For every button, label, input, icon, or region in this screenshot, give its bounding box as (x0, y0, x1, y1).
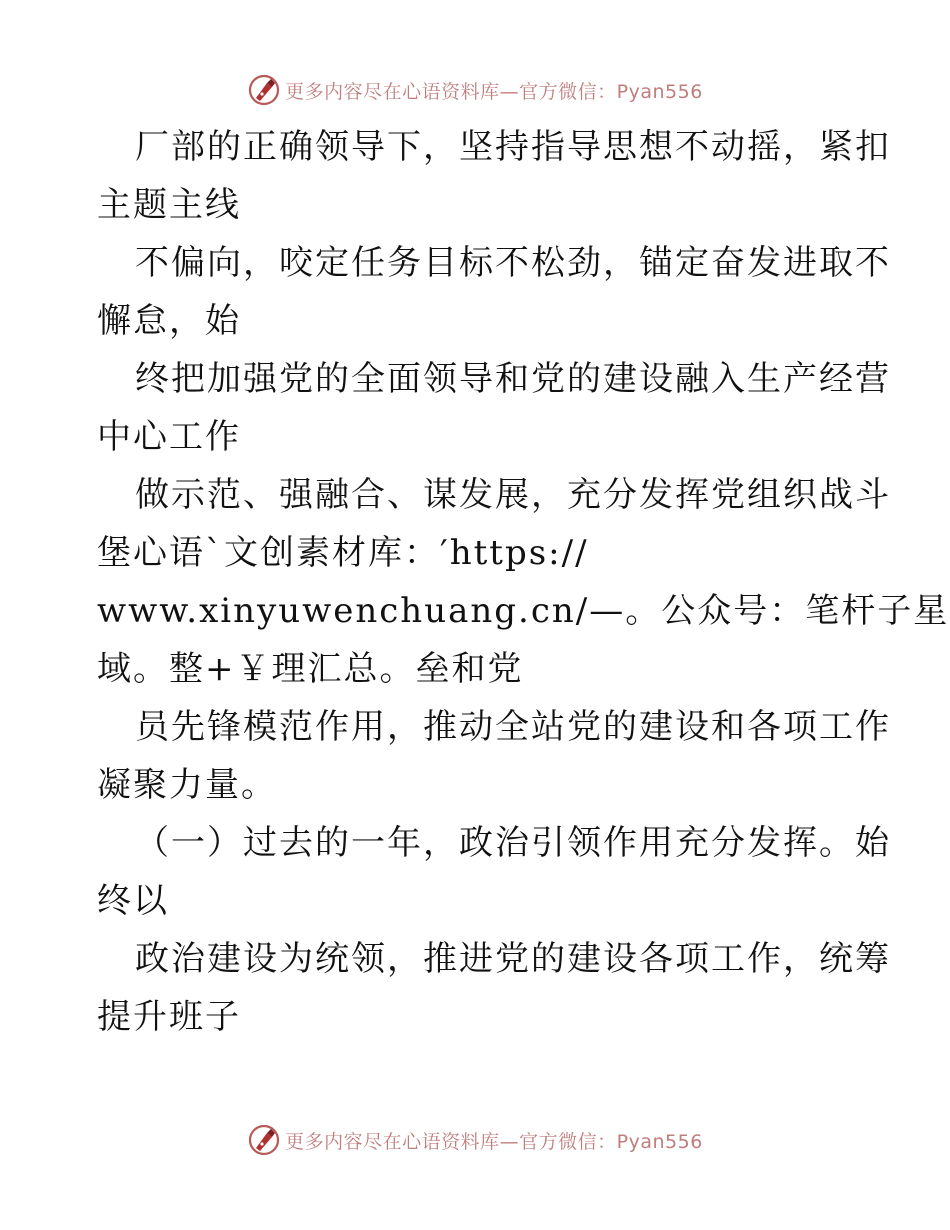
text-line: 中心工作 (97, 417, 241, 457)
body-text (97, 118, 950, 1046)
text-line: 终把加强党的全面领导和党的建设融入生产经营 (135, 359, 891, 399)
text-line: 主题主线 (97, 185, 241, 225)
text-line: 政治建设为统领，推进党的建设各项工作，统筹 (135, 939, 891, 979)
text-line: 域。整+￥理汇总。垒和党 (97, 649, 524, 689)
header-banner (0, 72, 950, 108)
text-line: www.xinyuwenchuang.cn/—。公众号：笔杆子星 (97, 591, 950, 631)
header-banner-text: 更多内容尽在心语资料库—官方微信：Pyan556 (285, 80, 703, 103)
text-line: 厂部的正确领导下，坚持指导思想不动摇，紧扣 (135, 127, 891, 167)
text-line: 终以 (97, 881, 169, 921)
footer-banner-text: 更多内容尽在心语资料库—官方微信：Pyan556 (285, 1130, 703, 1153)
text-line: 不偏向，咬定任务目标不松劲，锚定奋发进取不 (135, 243, 891, 283)
text-line: 做示范、强融合、谋发展，充分发挥党组织战斗 (135, 475, 891, 515)
text-line: 堡心语`文创素材库：′https:// (97, 533, 589, 573)
pen-nib-icon (247, 1123, 281, 1157)
text-line: 员先锋模范作用，推动全站党的建设和各项工作 (135, 707, 891, 747)
text-line: 提升班子 (97, 997, 241, 1037)
footer-banner (0, 1122, 950, 1158)
text-line: 懈怠，始 (97, 301, 241, 341)
text-line: 凝聚力量。 (97, 765, 277, 805)
text-line: （一）过去的一年，政治引领作用充分发挥。始 (135, 823, 891, 863)
pen-nib-icon (247, 73, 281, 107)
